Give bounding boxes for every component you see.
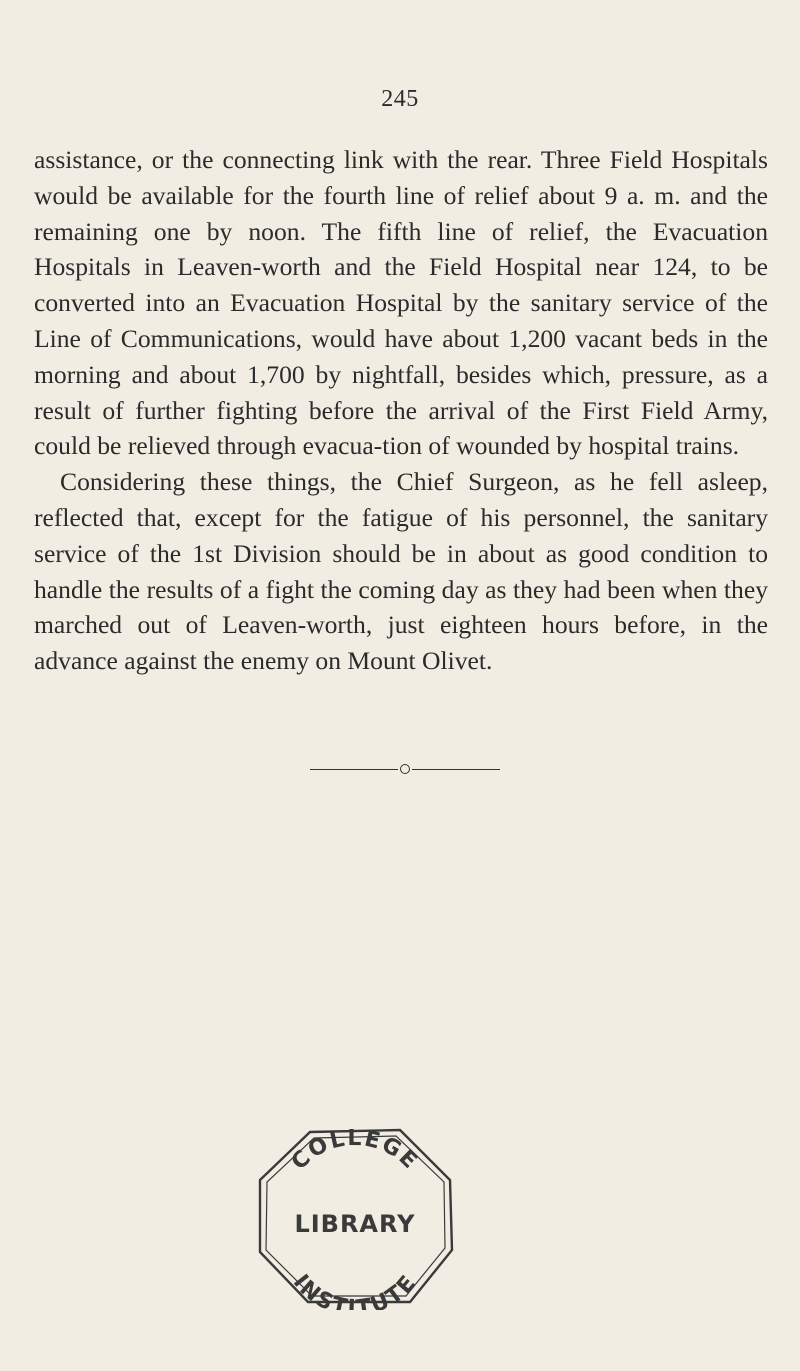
library-stamp: [250, 1120, 460, 1310]
body-text: [34, 142, 768, 679]
svg-text:INSTITUTE: INSTITUTE: [287, 1269, 423, 1310]
page-number: 245: [381, 86, 419, 112]
divider-rule-right: [412, 769, 500, 770]
paragraph-1: assistance, or the connecting link with the rear. Three Field Hospitals would be available for the fourth line of relief about 9 a. m. and the remaining one by noon. The fifth line of relief, the Evacuation Hospitals in Leaven-worth and the Field Hospital near 124, to be converted into an Evacuation Hospital by the sanitary service of the Line of Communications, would have about 1,200 vacant beds in the morning and about 1,700 by nightfall, besides which, pressure, as a result of further fighting before the arrival of the First Field Army, could be relieved through evacua-tion of wounded by hospital trains.: [34, 145, 768, 461]
svg-text:LIBRARY: LIBRARY: [294, 1210, 416, 1238]
svg-text:COLLEGE: COLLEGE: [286, 1125, 424, 1176]
section-divider: [310, 762, 500, 776]
divider-ornament: [400, 764, 410, 774]
paragraph-2: Considering these things, the Chief Surgeon, as he fell asleep, reflected that, except for the fatigue of his personnel, the sanitary service of the 1st Division should be in about as good condition to handle the results of a fight the coming day as they had been when they marched out of Leaven-worth, just eighteen hours before, in the advance against the enemy on Mount Olivet.: [34, 467, 768, 676]
library-stamp-seal: [250, 1120, 460, 1310]
divider-rule-left: [310, 769, 398, 770]
